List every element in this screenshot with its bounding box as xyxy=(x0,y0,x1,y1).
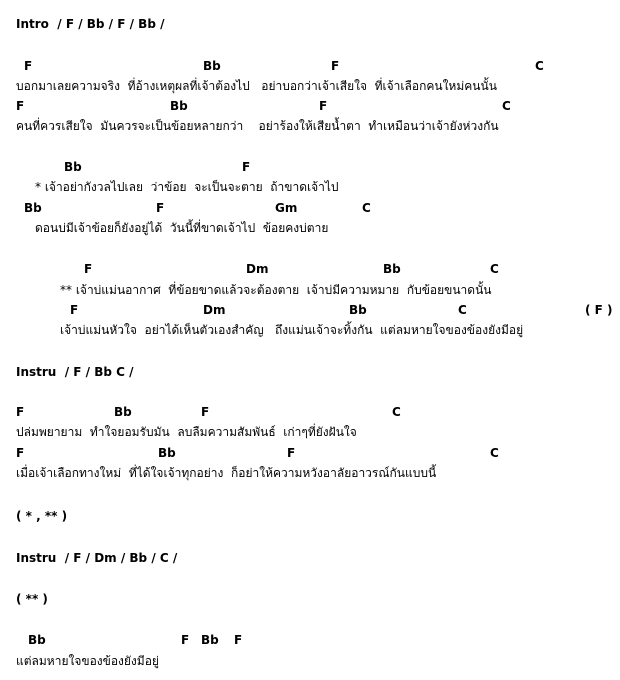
chord: Bb xyxy=(28,633,46,647)
chord: Bb xyxy=(24,201,42,215)
chord: C xyxy=(535,59,544,73)
chord: C xyxy=(458,303,467,317)
lyric-line: ดอนบ่มีเจ้าข้อยก็ยังอยู่ได้ วันนี้ที่ขาดเจ้าไป ข้อยคงบ่ตาย xyxy=(35,221,329,235)
lyric-line: บอกมาเลยความจริง ที่อ้างเหตุผลที่เจ้าต้องไป อย่าบอกว่าเจ้าเสียใจ ที่เจ้าเลือกคนใหม่คนนั้น xyxy=(16,79,497,93)
instru-line: Instru / F / Dm / Bb / C / xyxy=(16,551,178,565)
chord: Dm xyxy=(246,262,269,276)
chord: F xyxy=(16,405,25,419)
chord: F xyxy=(242,160,251,174)
chord: Bb xyxy=(114,405,132,419)
lyric-line: คนที่ควรเสียใจ มันควรจะเป็นข้อยหลายกว่า อย่าร้องให้เสียน้ำตา ทำเหมือนว่าเจ้ายังห่วงกัน xyxy=(16,119,499,133)
chord: F xyxy=(156,201,165,215)
chord: C xyxy=(502,99,511,113)
lyric-line: แต่ลมหายใจของข้องยังมีอยู่ xyxy=(16,654,159,668)
chord: Bb xyxy=(170,99,188,113)
chord: F xyxy=(319,99,328,113)
lyric-line: เจ้าบ่แม่นหัวใจ อย่าได้เห็นตัวเองสำคัญ ถึงแม่นเจ้าจะทิ้งกัน แต่ลมหายใจของข้องยังมีอยู่ xyxy=(60,323,524,337)
lyric-line: * เจ้าอย่ากังวลไปเลย ว่าข้อย จะเป็นจะตาย ถ้าขาดเจ้าไป xyxy=(35,180,339,194)
chord: F xyxy=(70,303,79,317)
chord: C xyxy=(362,201,371,215)
chord: Bb xyxy=(349,303,367,317)
chord: F xyxy=(234,633,243,647)
chord: Bb xyxy=(383,262,401,276)
chord: ( F ) xyxy=(585,303,613,317)
chord: Bb xyxy=(158,446,176,460)
chord: F xyxy=(331,59,340,73)
chord: Dm xyxy=(203,303,226,317)
repeat-marker: ( ** ) xyxy=(16,592,48,606)
chord: Gm xyxy=(275,201,298,215)
intro-line: Intro / F / Bb / F / Bb / xyxy=(16,17,165,31)
chord: F xyxy=(16,446,25,460)
lyric-line: เมื่อเจ้าเลือกทางใหม่ ที่ได้ใจเจ้าทุกอย่าง ก็อย่าให้ความหวังอาลัยอาวรณ์กันแบบนี้ xyxy=(16,466,437,480)
chord: F xyxy=(84,262,93,276)
chord: Bb xyxy=(64,160,82,174)
chord: Bb xyxy=(203,59,221,73)
repeat-marker: ( * , ** ) xyxy=(16,509,68,523)
chord: F xyxy=(201,405,210,419)
instru-line: Instru / F / Bb C / xyxy=(16,365,134,379)
chord: F xyxy=(16,99,25,113)
lyric-line: ** เจ้าบ่แม่นอากาศ ที่ข้อยขาดแล้วจะต้องตาย เจ้าบ่มีความหมาย กับข้อยขนาดนั้น xyxy=(60,283,492,297)
chord: F xyxy=(181,633,190,647)
chord: F xyxy=(287,446,296,460)
chord: C xyxy=(392,405,401,419)
lyric-line: ปล่มพยายาม ทำใจยอมรับมัน ลบลืมความสัมพันธ์ เก่าๆที่ยังฝันใจ xyxy=(16,425,357,439)
chord: Bb xyxy=(201,633,219,647)
chord: C xyxy=(490,446,499,460)
chord: C xyxy=(490,262,499,276)
chord: F xyxy=(24,59,33,73)
